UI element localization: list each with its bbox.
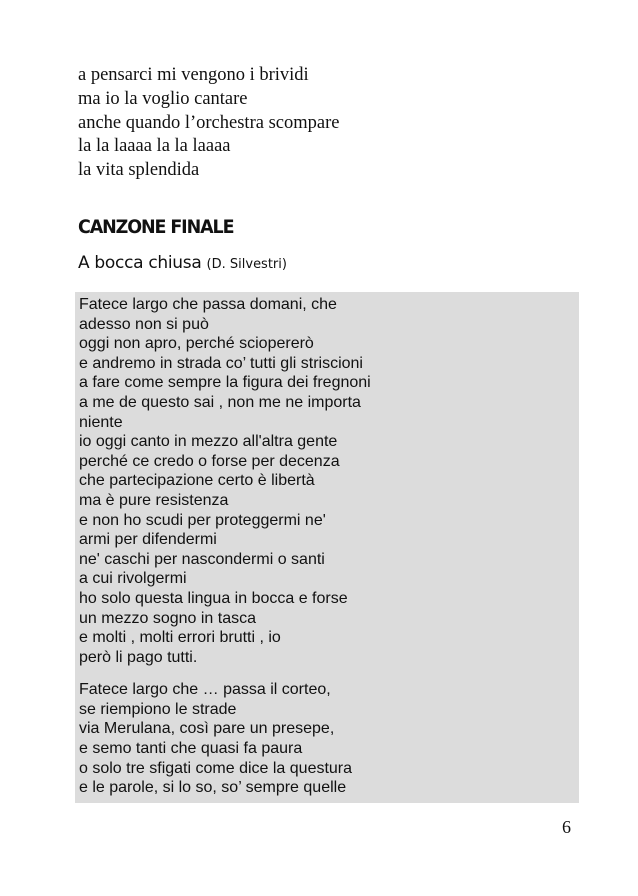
lyric-line: ne' caschi per nascondermi o santi xyxy=(79,550,325,568)
stanza-1 xyxy=(79,295,579,667)
song-author: (D. Silvestri) xyxy=(206,257,287,272)
section-title: CANZONE FINALE xyxy=(78,216,234,238)
lyric-line: che partecipazione certo è libertà xyxy=(79,472,315,490)
intro-line: anche quando l’orchestra scompare xyxy=(78,112,340,133)
lyric-line: oggi non apro, perché sciopererò xyxy=(79,335,314,353)
intro-verse xyxy=(78,64,339,183)
lyric-line: perché ce credo o forse per decenza xyxy=(79,452,340,470)
song-title: A bocca chiusa xyxy=(78,253,202,273)
lyric-line: ma è pure resistenza xyxy=(79,491,229,509)
lyric-line: e andremo in strada co’ tutti gli striscioni xyxy=(79,354,363,372)
lyric-line: e non ho scudi per proteggermi ne' xyxy=(79,511,326,529)
lyric-line: o solo tre sfigati come dice la questura xyxy=(79,759,353,777)
intro-line: a pensarci mi vengono i brividi xyxy=(78,65,309,85)
lyric-line: a me de questo sai , non me ne importa xyxy=(79,393,361,411)
lyrics-box xyxy=(75,292,579,803)
lyric-line: e le parole, si lo so, so’ sempre quelle xyxy=(79,779,347,797)
lyric-line: se riempiono le strade xyxy=(79,700,237,718)
lyric-line: Fatece largo che … passa il corteo, xyxy=(79,681,331,699)
lyric-line: e semo tanti che quasi fa paura xyxy=(79,740,303,758)
lyric-line: però li pago tutti. xyxy=(79,648,198,666)
lyric-line: armi per difendermi xyxy=(79,531,217,549)
lyric-line: a fare come sempre la figura dei fregnoni xyxy=(79,374,371,392)
stanza-gap xyxy=(79,667,579,680)
lyric-line: Fatece largo che passa domani, che xyxy=(79,296,337,313)
intro-line: ma io la voglio cantare xyxy=(78,88,248,109)
stanza-2 xyxy=(79,680,579,798)
lyric-line: io oggi canto in mezzo all'altra gente xyxy=(79,433,338,451)
page-number: 6 xyxy=(562,817,571,837)
lyric-line: adesso non si può xyxy=(79,315,209,333)
lyric-line: a cui rivolgermi xyxy=(79,570,187,588)
lyric-line: via Merulana, così pare un presepe, xyxy=(79,720,335,738)
lyric-line: un mezzo sogno in tasca xyxy=(79,609,256,627)
lyric-line: e molti , molti errori brutti , io xyxy=(79,629,281,647)
song-heading xyxy=(78,253,287,273)
intro-line: la vita splendida xyxy=(78,160,200,181)
intro-line: la la laaaa la la laaaa xyxy=(78,136,231,157)
lyric-line: ho solo questa lingua in bocca e forse xyxy=(79,589,348,607)
lyric-line: niente xyxy=(79,413,123,431)
